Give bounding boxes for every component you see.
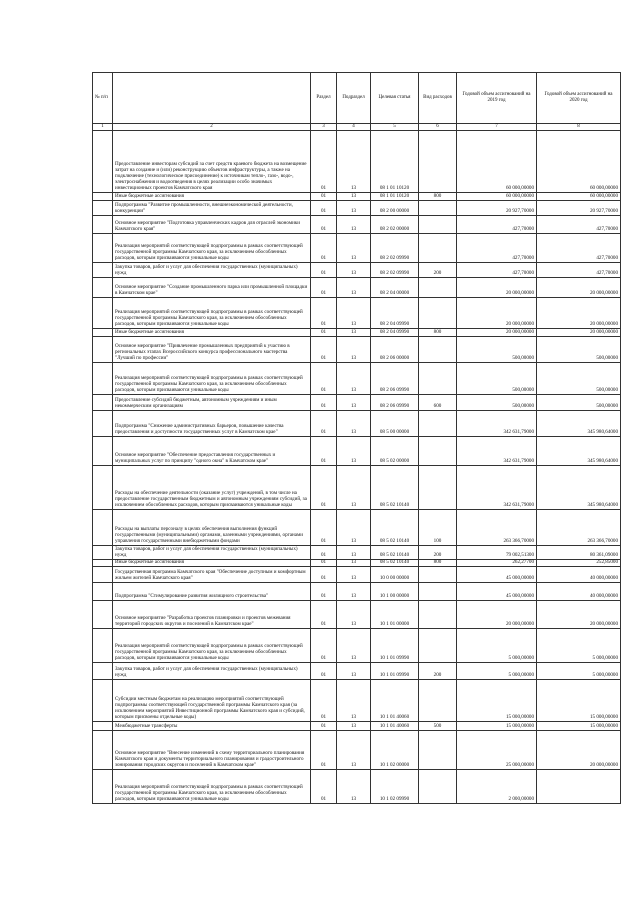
num-cell (93, 395, 113, 411)
vr-cell (419, 466, 457, 510)
razdel-cell: 01 (311, 567, 337, 583)
amount-2019-cell: 500,00000 (457, 395, 537, 411)
header-vr: Вид расходов (419, 73, 457, 124)
razdel-cell: 01 (311, 466, 337, 510)
num-cell (93, 131, 113, 193)
num-cell (93, 234, 113, 263)
col-number: 7 (457, 124, 537, 131)
vr-cell: 600 (419, 395, 457, 411)
csr-cell: 10 1 01 09990 (371, 663, 419, 680)
amount-2019-cell: 20 000,00000 (457, 278, 537, 298)
num-cell (93, 329, 113, 337)
razdel-cell: 01 (311, 770, 337, 804)
podrazdel-cell: 13 (337, 131, 371, 193)
table-row (93, 411, 621, 437)
csr-cell: 08 5 02 10140 (371, 546, 419, 560)
amount-2019-cell: 342 631,79000 (457, 411, 537, 437)
header-razdel: Раздел (311, 73, 337, 124)
num-cell (93, 546, 113, 560)
razdel-cell: 01 (311, 601, 337, 629)
podrazdel-cell: 13 (337, 663, 371, 680)
csr-cell: 08 2 00 00000 (371, 201, 419, 216)
podrazdel-cell: 13 (337, 601, 371, 629)
amount-2020-cell: 500,00000 (537, 337, 621, 363)
amount-2020-cell: 15 000,00000 (537, 722, 621, 731)
amount-2020-cell: 40 000,00000 (537, 583, 621, 601)
table-row (93, 567, 621, 583)
name-cell: Иные бюджетные ассигнования (113, 560, 311, 567)
amount-2020-cell: 345 980,64000 (537, 437, 621, 466)
name-cell: Предоставление субсидий бюджетным, автономным учреждениям и иным некоммерческим организациям (113, 395, 311, 411)
amount-2019-cell: 45 000,00000 (457, 567, 537, 583)
num-cell (93, 466, 113, 510)
csr-cell: 10 1 01 09990 (371, 629, 419, 663)
num-cell (93, 722, 113, 731)
table-row (93, 298, 621, 329)
amount-2019-cell: 45 000,00000 (457, 583, 537, 601)
num-cell (93, 193, 113, 201)
podrazdel-cell: 13 (337, 567, 371, 583)
table-row (93, 201, 621, 216)
table-row (93, 680, 621, 722)
num-cell (93, 201, 113, 216)
amount-2020-cell: 20 000,00000 (537, 329, 621, 337)
name-cell: Расходы на выплаты персоналу в целях обеспечения выполнения функций государственными (муниципальными) органами, казенными учреждениями, органами управления государственными внебюджетными фондами (113, 510, 311, 546)
name-cell: Подпрограмма "Стимулирование развития жилищного строительства" (113, 583, 311, 601)
table-row (93, 601, 621, 629)
name-cell: Реализация мероприятий соответствующей подпрограммы в рамках соответствующей государственной программы Камчатского края, за исключением обособленных расходов, которым присваиваются уникальные коды (113, 234, 311, 263)
table-row (93, 722, 621, 731)
amount-2019-cell: 5 000,00000 (457, 629, 537, 663)
name-cell: Иные бюджетные ассигнования (113, 329, 311, 337)
podrazdel-cell: 13 (337, 731, 371, 770)
amount-2019-cell: 60 000,00000 (457, 193, 537, 201)
amount-2020-cell: 252,85000 (537, 560, 621, 567)
vr-cell (419, 601, 457, 629)
vr-cell (419, 411, 457, 437)
amount-2020-cell: 500,00000 (537, 395, 621, 411)
amount-2019-cell: 262,27700 (457, 560, 537, 567)
amount-2020-cell: 5 000,00000 (537, 629, 621, 663)
razdel-cell: 01 (311, 363, 337, 395)
table-row (93, 437, 621, 466)
csr-cell: 08 5 02 10140 (371, 560, 419, 567)
header-csr: Целевая статья (371, 73, 419, 124)
table-body (93, 131, 621, 804)
amount-2020-cell: 263 366,70000 (537, 510, 621, 546)
name-cell: Межбюджетные трансферты (113, 722, 311, 731)
vr-cell (419, 131, 457, 193)
amount-2019-cell: 25 000,00000 (457, 731, 537, 770)
column-number-row (93, 124, 621, 131)
amount-2020-cell: 20 000,00000 (537, 278, 621, 298)
vr-cell (419, 201, 457, 216)
amount-2019-cell: 5 000,00000 (457, 663, 537, 680)
num-cell (93, 663, 113, 680)
csr-cell: 10 1 02 00000 (371, 731, 419, 770)
num-cell (93, 567, 113, 583)
vr-cell: 800 (419, 560, 457, 567)
table-row (93, 583, 621, 601)
razdel-cell: 01 (311, 298, 337, 329)
razdel-cell: 01 (311, 193, 337, 201)
amount-2020-cell (537, 770, 621, 804)
amount-2019-cell: 79 002,51300 (457, 546, 537, 560)
name-cell: Закупка товаров, работ и услуг для обеспечения государственных (муниципальных) нужд (113, 546, 311, 560)
csr-cell: 08 5 00 00000 (371, 411, 419, 437)
razdel-cell: 01 (311, 131, 337, 193)
amount-2019-cell: 15 000,00000 (457, 680, 537, 722)
podrazdel-cell: 13 (337, 201, 371, 216)
name-cell: Государственная программа Камчатского края "Обеспечение доступным и комфортным жильем жителей Камчатского края" (113, 567, 311, 583)
podrazdel-cell: 13 (337, 510, 371, 546)
amount-2019-cell: 20 000,00000 (457, 601, 537, 629)
razdel-cell: 01 (311, 337, 337, 363)
podrazdel-cell: 13 (337, 680, 371, 722)
num-cell (93, 216, 113, 234)
num-cell (93, 601, 113, 629)
vr-cell: 200 (419, 263, 457, 278)
num-cell (93, 583, 113, 601)
csr-cell: 08 2 06 09990 (371, 395, 419, 411)
name-cell: Подпрограмма "Снижение административных барьеров, повышение качества предоставления и доступности государственных услуг в Камчатском крае" (113, 411, 311, 437)
table-row (93, 329, 621, 337)
num-cell (93, 278, 113, 298)
table-row (93, 193, 621, 201)
table-row (93, 510, 621, 546)
name-cell: Основное мероприятие "Внесение изменений в схему территориального планирования Камчатского края и документы территориального планирования и градостроительного зонирования городских округов и поселений в Камчатском крае" (113, 731, 311, 770)
header-podrazdel: Подраздел (337, 73, 371, 124)
razdel-cell: 01 (311, 583, 337, 601)
amount-2019-cell: 263 366,70000 (457, 510, 537, 546)
name-cell: Предоставление инвесторам субсидий за счет средств краевого бюджета на возмещение затрат на создание и (или) реконструкцию объектов инфраструктуры, а также на подключение (технологическое присоединение) к источникам тепло-, газо-, водо-, электроснабжения и водоотведения в целях реализации особо значимых инвестиционных проектов Камчатского края (113, 131, 311, 193)
vr-cell (419, 567, 457, 583)
vr-cell (419, 278, 457, 298)
csr-cell: 08 5 02 10140 (371, 510, 419, 546)
amount-2019-cell: 15 000,00000 (457, 722, 537, 731)
podrazdel-cell: 13 (337, 363, 371, 395)
amount-2020-cell: 60 000,00000 (537, 131, 621, 193)
razdel-cell: 01 (311, 234, 337, 263)
amount-2020-cell: 60 000,00000 (537, 193, 621, 201)
name-cell: Основное мероприятие "Создание промышленного парка или промышленной площадки в Камчатском крае" (113, 278, 311, 298)
amount-2020-cell: 20 927,70000 (537, 201, 621, 216)
podrazdel-cell: 13 (337, 583, 371, 601)
name-cell: Основное мероприятие "Привлечение промышленных предприятий к участию в региональных этапах Всероссийского конкурса профессионального мастерства "Лучший по профессии" (113, 337, 311, 363)
podrazdel-cell: 13 (337, 193, 371, 201)
num-cell (93, 560, 113, 567)
col-number: 5 (371, 124, 419, 131)
podrazdel-cell: 13 (337, 278, 371, 298)
table-header-row (93, 73, 621, 124)
csr-cell: 08 2 04 00000 (371, 278, 419, 298)
name-cell: Основное мероприятие "Разработка проектов планировки и проектов межевания территорий городских округов и поселений в Камчатском крае" (113, 601, 311, 629)
num-cell (93, 263, 113, 278)
csr-cell: 08 2 04 09990 (371, 298, 419, 329)
table-row (93, 216, 621, 234)
table-row (93, 278, 621, 298)
name-cell: Реализация мероприятий соответствующей подпрограммы в рамках соответствующей государственной программы Камчатского края, за исключением обособленных расходов, которым присваиваются уникальные коды (113, 770, 311, 804)
num-cell (93, 770, 113, 804)
razdel-cell: 01 (311, 201, 337, 216)
csr-cell: 10 1 02 09990 (371, 770, 419, 804)
razdel-cell: 01 (311, 329, 337, 337)
name-cell: Закупка товаров, работ и услуг для обеспечения государственных (муниципальных) нужд (113, 663, 311, 680)
amount-2020-cell: 40 000,00000 (537, 567, 621, 583)
vr-cell (419, 337, 457, 363)
razdel-cell: 01 (311, 680, 337, 722)
num-cell (93, 629, 113, 663)
vr-cell: 800 (419, 193, 457, 201)
vr-cell (419, 731, 457, 770)
table-row (93, 731, 621, 770)
csr-cell: 10 1 01 40060 (371, 680, 419, 722)
name-cell: Реализация мероприятий соответствующей подпрограммы в рамках соответствующей государственной программы Камчатского края, за исключением обособленных расходов, которым присваиваются уникальные коды (113, 363, 311, 395)
csr-cell: 08 1 01 10120 (371, 131, 419, 193)
csr-cell: 08 2 04 09990 (371, 329, 419, 337)
num-cell (93, 510, 113, 546)
num-cell (93, 298, 113, 329)
csr-cell: 08 5 02 10140 (371, 466, 419, 510)
amount-2019-cell: 427,70000 (457, 216, 537, 234)
vr-cell (419, 680, 457, 722)
amount-2020-cell: 5 000,00000 (537, 663, 621, 680)
table-row (93, 770, 621, 804)
vr-cell (419, 629, 457, 663)
razdel-cell: 01 (311, 546, 337, 560)
col-number: 8 (537, 124, 621, 131)
table-row (93, 629, 621, 663)
table-row (93, 546, 621, 560)
amount-2020-cell: 427,70000 (537, 263, 621, 278)
name-cell: Закупка товаров, работ и услуг для обеспечения государственных (муниципальных) нужд (113, 263, 311, 278)
table-row (93, 466, 621, 510)
vr-cell: 800 (419, 329, 457, 337)
name-cell: Расходы на обеспечение деятельности (оказание услуг) учреждений, в том числе на предоставление государственным бюджетным и автономным учреждениям субсидий, за исключением обособленных расходов, которым присваиваются уникальные коды (113, 466, 311, 510)
amount-2020-cell: 500,00000 (537, 363, 621, 395)
amount-2020-cell: 345 980,64000 (537, 466, 621, 510)
razdel-cell: 01 (311, 510, 337, 546)
csr-cell: 08 2 02 09990 (371, 263, 419, 278)
amount-2019-cell: 20 000,00000 (457, 298, 537, 329)
vr-cell: 100 (419, 510, 457, 546)
podrazdel-cell: 13 (337, 546, 371, 560)
num-cell (93, 731, 113, 770)
vr-cell (419, 363, 457, 395)
amount-2019-cell: 427,70000 (457, 234, 537, 263)
amount-2019-cell: 342 631,79000 (457, 437, 537, 466)
podrazdel-cell: 13 (337, 411, 371, 437)
budget-table (92, 72, 621, 804)
header-2019: Годовой объем ассигнований на 2019 год (457, 73, 537, 124)
amount-2019-cell: 20 000,00000 (457, 329, 537, 337)
podrazdel-cell: 13 (337, 298, 371, 329)
name-cell: Иные бюджетные ассигнования (113, 193, 311, 201)
amount-2020-cell: 345 980,64000 (537, 411, 621, 437)
razdel-cell: 01 (311, 216, 337, 234)
podrazdel-cell: 13 (337, 466, 371, 510)
name-cell: Основное мероприятие "Подготовка управленческих кадров для отраслей экономики Камчатского края" (113, 216, 311, 234)
amount-2020-cell: 20 000,00000 (537, 298, 621, 329)
amount-2019-cell: 500,00000 (457, 363, 537, 395)
razdel-cell: 01 (311, 411, 337, 437)
amount-2020-cell: 20 000,00000 (537, 601, 621, 629)
podrazdel-cell: 13 (337, 770, 371, 804)
razdel-cell: 01 (311, 731, 337, 770)
podrazdel-cell: 13 (337, 337, 371, 363)
razdel-cell: 01 (311, 278, 337, 298)
col-number: 4 (337, 124, 371, 131)
table-row (93, 131, 621, 193)
col-number: 3 (311, 124, 337, 131)
podrazdel-cell: 13 (337, 437, 371, 466)
amount-2019-cell: 427,70000 (457, 263, 537, 278)
table-row (93, 395, 621, 411)
amount-2020-cell: 80 361,09000 (537, 546, 621, 560)
vr-cell (419, 298, 457, 329)
razdel-cell: 01 (311, 263, 337, 278)
num-cell (93, 437, 113, 466)
name-cell: Подпрограмма "Развитие промышленности, внешнеэкономической деятельности, конкуренции" (113, 201, 311, 216)
name-cell: Реализация мероприятий соответствующей подпрограммы в рамках соответствующей государственной программы Камчатского края, за исключением обособленных расходов, которым присваиваются уникальные коды (113, 298, 311, 329)
col-number: 1 (93, 124, 113, 131)
razdel-cell: 01 (311, 722, 337, 731)
podrazdel-cell: 13 (337, 722, 371, 731)
vr-cell (419, 770, 457, 804)
csr-cell: 08 2 02 00000 (371, 216, 419, 234)
name-cell: Реализация мероприятий соответствующей подпрограммы в рамках соответствующей государственной программы Камчатского края, за исключением обособленных расходов, которым присваиваются уникальные коды (113, 629, 311, 663)
header-2020: Годовой объем ассигнований на 2020 год (537, 73, 621, 124)
csr-cell: 10 1 01 40060 (371, 722, 419, 731)
podrazdel-cell: 13 (337, 234, 371, 263)
razdel-cell: 01 (311, 437, 337, 466)
col-number: 2 (113, 124, 311, 131)
table-row (93, 234, 621, 263)
vr-cell: 200 (419, 546, 457, 560)
table-row (93, 363, 621, 395)
name-cell: Субсидии местным бюджетам на реализацию мероприятий соответствующей подпрограммы соответствующей государственной программы Камчатского края (за исключением мероприятий Инвестиционной программы Камчатского края и субсидий, которым присвоены отдельные коды) (113, 680, 311, 722)
csr-cell: 10 0 00 00000 (371, 567, 419, 583)
num-cell (93, 411, 113, 437)
csr-cell: 08 2 06 00000 (371, 337, 419, 363)
num-cell (93, 680, 113, 722)
amount-2020-cell: 427,70000 (537, 216, 621, 234)
vr-cell: 200 (419, 663, 457, 680)
vr-cell (419, 437, 457, 466)
vr-cell: 500 (419, 722, 457, 731)
name-cell: Основное мероприятие "Обеспечение предоставления государственных и муниципальных услуг по принципу "одного окна" в Камчатском крае" (113, 437, 311, 466)
csr-cell: 08 1 01 10120 (371, 193, 419, 201)
num-cell (93, 363, 113, 395)
table-row (93, 263, 621, 278)
amount-2019-cell: 20 927,70000 (457, 201, 537, 216)
amount-2019-cell: 2 000,00000 (457, 770, 537, 804)
amount-2019-cell: 500,00000 (457, 337, 537, 363)
podrazdel-cell: 13 (337, 329, 371, 337)
budget-document (92, 72, 620, 804)
amount-2020-cell: 20 000,00000 (537, 731, 621, 770)
podrazdel-cell: 13 (337, 560, 371, 567)
csr-cell: 08 2 06 09990 (371, 363, 419, 395)
table-row (93, 560, 621, 567)
num-cell (93, 337, 113, 363)
col-number: 6 (419, 124, 457, 131)
csr-cell: 08 5 02 00000 (371, 437, 419, 466)
header-num: № п/п (93, 73, 113, 124)
table-row (93, 337, 621, 363)
amount-2019-cell: 60 000,00000 (457, 131, 537, 193)
amount-2020-cell: 15 000,00000 (537, 680, 621, 722)
podrazdel-cell: 13 (337, 395, 371, 411)
razdel-cell: 01 (311, 395, 337, 411)
amount-2020-cell: 427,70000 (537, 234, 621, 263)
table-row (93, 663, 621, 680)
vr-cell (419, 216, 457, 234)
razdel-cell: 01 (311, 663, 337, 680)
razdel-cell: 01 (311, 629, 337, 663)
vr-cell (419, 583, 457, 601)
header-name (113, 73, 311, 124)
podrazdel-cell: 13 (337, 216, 371, 234)
amount-2019-cell: 342 631,79000 (457, 466, 537, 510)
vr-cell (419, 234, 457, 263)
podrazdel-cell: 13 (337, 263, 371, 278)
csr-cell: 10 1 00 00000 (371, 583, 419, 601)
razdel-cell: 01 (311, 560, 337, 567)
csr-cell: 10 1 01 00000 (371, 601, 419, 629)
podrazdel-cell: 13 (337, 629, 371, 663)
csr-cell: 08 2 02 09990 (371, 234, 419, 263)
